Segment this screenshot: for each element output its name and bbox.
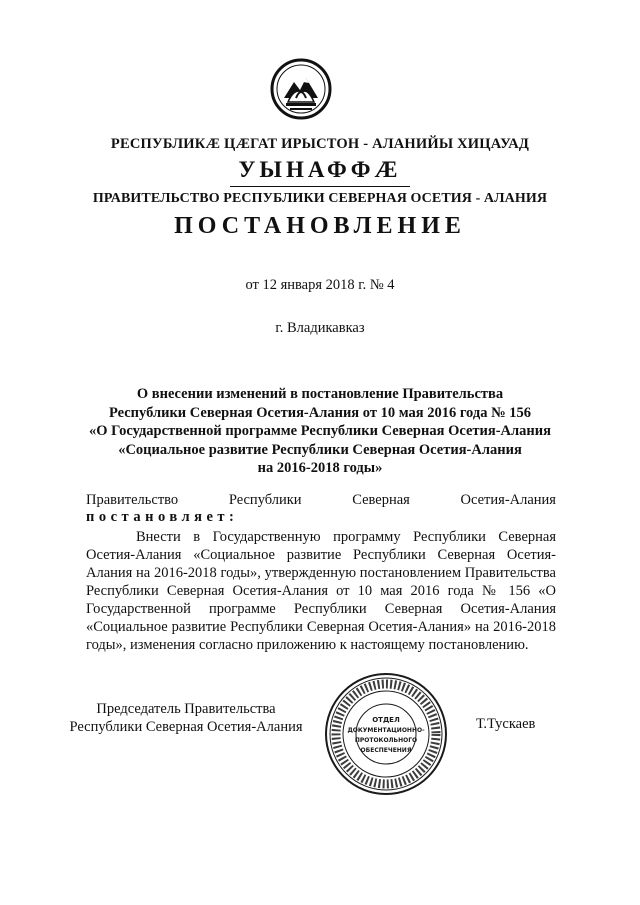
title-line: О внесении изменений в постановление Правительства	[136, 386, 504, 402]
stamp-text-line: ОБЕСПЕЧЕНИЯ	[360, 747, 412, 754]
decree-title	[0, 385, 640, 478]
header-ossetian-republic: РЕСПУБЛИКӔ ЦӔГАТ ИРЫСТОН - АЛАНИЙЫ ХИЦАУАД	[110, 136, 530, 152]
lead-word: Северная	[352, 492, 410, 508]
title-line: на 2016-2018 годы»	[257, 460, 383, 476]
signer-name: Т.Тускаев	[476, 716, 536, 732]
header-decree: ПОСТАНОВЛЕНИЕ	[174, 213, 466, 239]
signer-position-line: Председатель Правительства	[96, 701, 276, 717]
body-paragraph: Внести в Государственную программу Республики Северная Осетия-Алания «Социальное развитие Республики Северная Осетия-Алания на 2016-2018 годы», утвержденную постановлением Правительства Республики Северная Осетия-Алания от 10 мая 2016 года № 156 «О Государственной программе Республики Северная Осетия-Алания «Социальное развитие Республики Северная Осетия-Алания» на 2016-2018 годы», изменения согласно приложению к настоящему постановлению.	[86, 529, 556, 653]
header-divider	[230, 186, 410, 187]
signer-position-line: Республики Северная Осетия-Алания	[69, 719, 303, 735]
lead-word: Республики	[228, 492, 302, 508]
coat-of-arms-emblem	[270, 58, 332, 120]
lead-word: Осетия-Алания	[460, 492, 556, 508]
body-lead-line	[86, 491, 556, 509]
decree-city: г. Владикавказ	[275, 320, 365, 336]
header-government: ПРАВИТЕЛЬСТВО РЕСПУБЛИКИ СЕВЕРНАЯ ОСЕТИЯ - АЛАНИЯ	[92, 191, 548, 206]
stamp-text-line: ОТДЕЛ	[372, 716, 400, 724]
stamp-text-line: ДОКУМЕНТАЦИОННО-	[347, 727, 425, 734]
resolve-word: постановляет:	[86, 509, 239, 525]
official-stamp	[324, 672, 448, 796]
stamp-text-line: ПРОТОКОЛЬНОГО	[354, 737, 418, 744]
lead-word: Правительство	[86, 492, 179, 508]
title-line: «О Государственной программе Республики Северная Осетия-Алания	[89, 423, 551, 439]
signer-position	[66, 700, 306, 736]
title-line: Республики Северная Осетия-Алания от 10 мая 2016 года № 156	[108, 404, 532, 421]
decree-date: от 12 января 2018 г. № 4	[245, 277, 395, 293]
header-ossetian-decree: УЫНАФФӔ	[238, 157, 402, 182]
title-line: «Социальное развитие Республики Северная Осетия-Алания	[118, 441, 522, 458]
